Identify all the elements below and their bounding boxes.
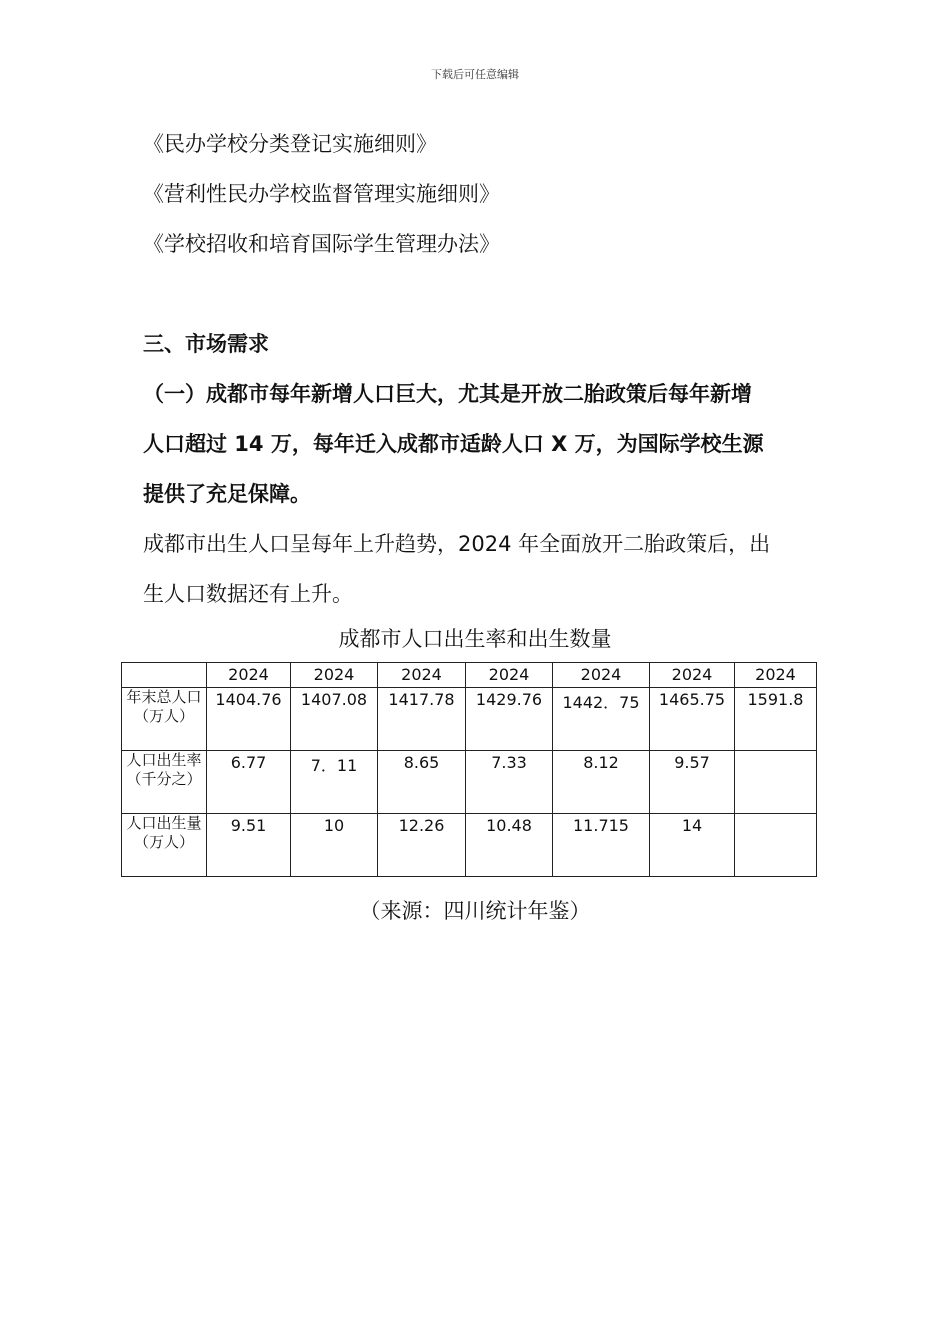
page-header: 下载后可任意编辑: [431, 68, 519, 81]
table-cell: 1591.8: [735, 688, 817, 751]
table-source: （来源：四川统计年鉴）: [359, 899, 591, 923]
table-cell: 7．11: [291, 751, 378, 814]
year-header: 2024: [553, 663, 650, 688]
table-cell: 10.48: [466, 814, 553, 877]
table-row: [122, 751, 817, 814]
year-header: 2024: [735, 663, 817, 688]
table-cell: 12.26: [378, 814, 466, 877]
table-corner-cell: [122, 663, 207, 688]
table-cell: 9.57: [650, 751, 735, 814]
year-header: 2024: [207, 663, 291, 688]
year-header: 2024: [378, 663, 466, 688]
table-cell: 9.51: [207, 814, 291, 877]
law-title-1: 《民办学校分类登记实施细则》: [143, 132, 437, 156]
table-cell: 1407.08: [291, 688, 378, 751]
table-cell: 1417.78: [378, 688, 466, 751]
table-cell: 11.715: [553, 814, 650, 877]
row-label: 人口出生量（万人）: [122, 814, 207, 877]
table-cell: 8.65: [378, 751, 466, 814]
subheading-line-2: 人口超过 14 万，每年迁入成都市适龄人口 X 万，为国际学校生源: [143, 432, 764, 456]
population-table: [121, 662, 817, 877]
table-cell: 1404.76: [207, 688, 291, 751]
table-cell: 1429.76: [466, 688, 553, 751]
table-cell: [735, 814, 817, 877]
paragraph-line-2: 生人口数据还有上升。: [143, 582, 353, 606]
table-cell: 14: [650, 814, 735, 877]
table-cell: [735, 751, 817, 814]
subheading-line-3: 提供了充足保障。: [143, 482, 311, 506]
table-row: [122, 814, 817, 877]
law-title-2: 《营利性民办学校监督管理实施细则》: [143, 182, 500, 206]
table-cell: 1442．75: [553, 688, 650, 751]
table-header-row: [122, 663, 817, 688]
table-cell: 1465.75: [650, 688, 735, 751]
table-cell: 7.33: [466, 751, 553, 814]
year-header: 2024: [466, 663, 553, 688]
row-label: 人口出生率（千分之）: [122, 751, 207, 814]
year-header: 2024: [291, 663, 378, 688]
year-header: 2024: [650, 663, 735, 688]
subheading-line-1: （一）成都市每年新增人口巨大，尤其是开放二胎政策后每年新增: [143, 382, 752, 406]
table-caption: 成都市人口出生率和出生数量: [338, 627, 612, 651]
table-cell: 8.12: [553, 751, 650, 814]
row-label: 年末总人口（万人）: [122, 688, 207, 751]
paragraph-line-1: 成都市出生人口呈每年上升趋势，2024 年全面放开二胎政策后，出: [143, 532, 771, 556]
table-row: [122, 688, 817, 751]
section-heading: 三、市场需求: [143, 332, 269, 356]
law-title-3: 《学校招收和培育国际学生管理办法》: [143, 232, 500, 256]
table-cell: 6.77: [207, 751, 291, 814]
table-cell: 10: [291, 814, 378, 877]
